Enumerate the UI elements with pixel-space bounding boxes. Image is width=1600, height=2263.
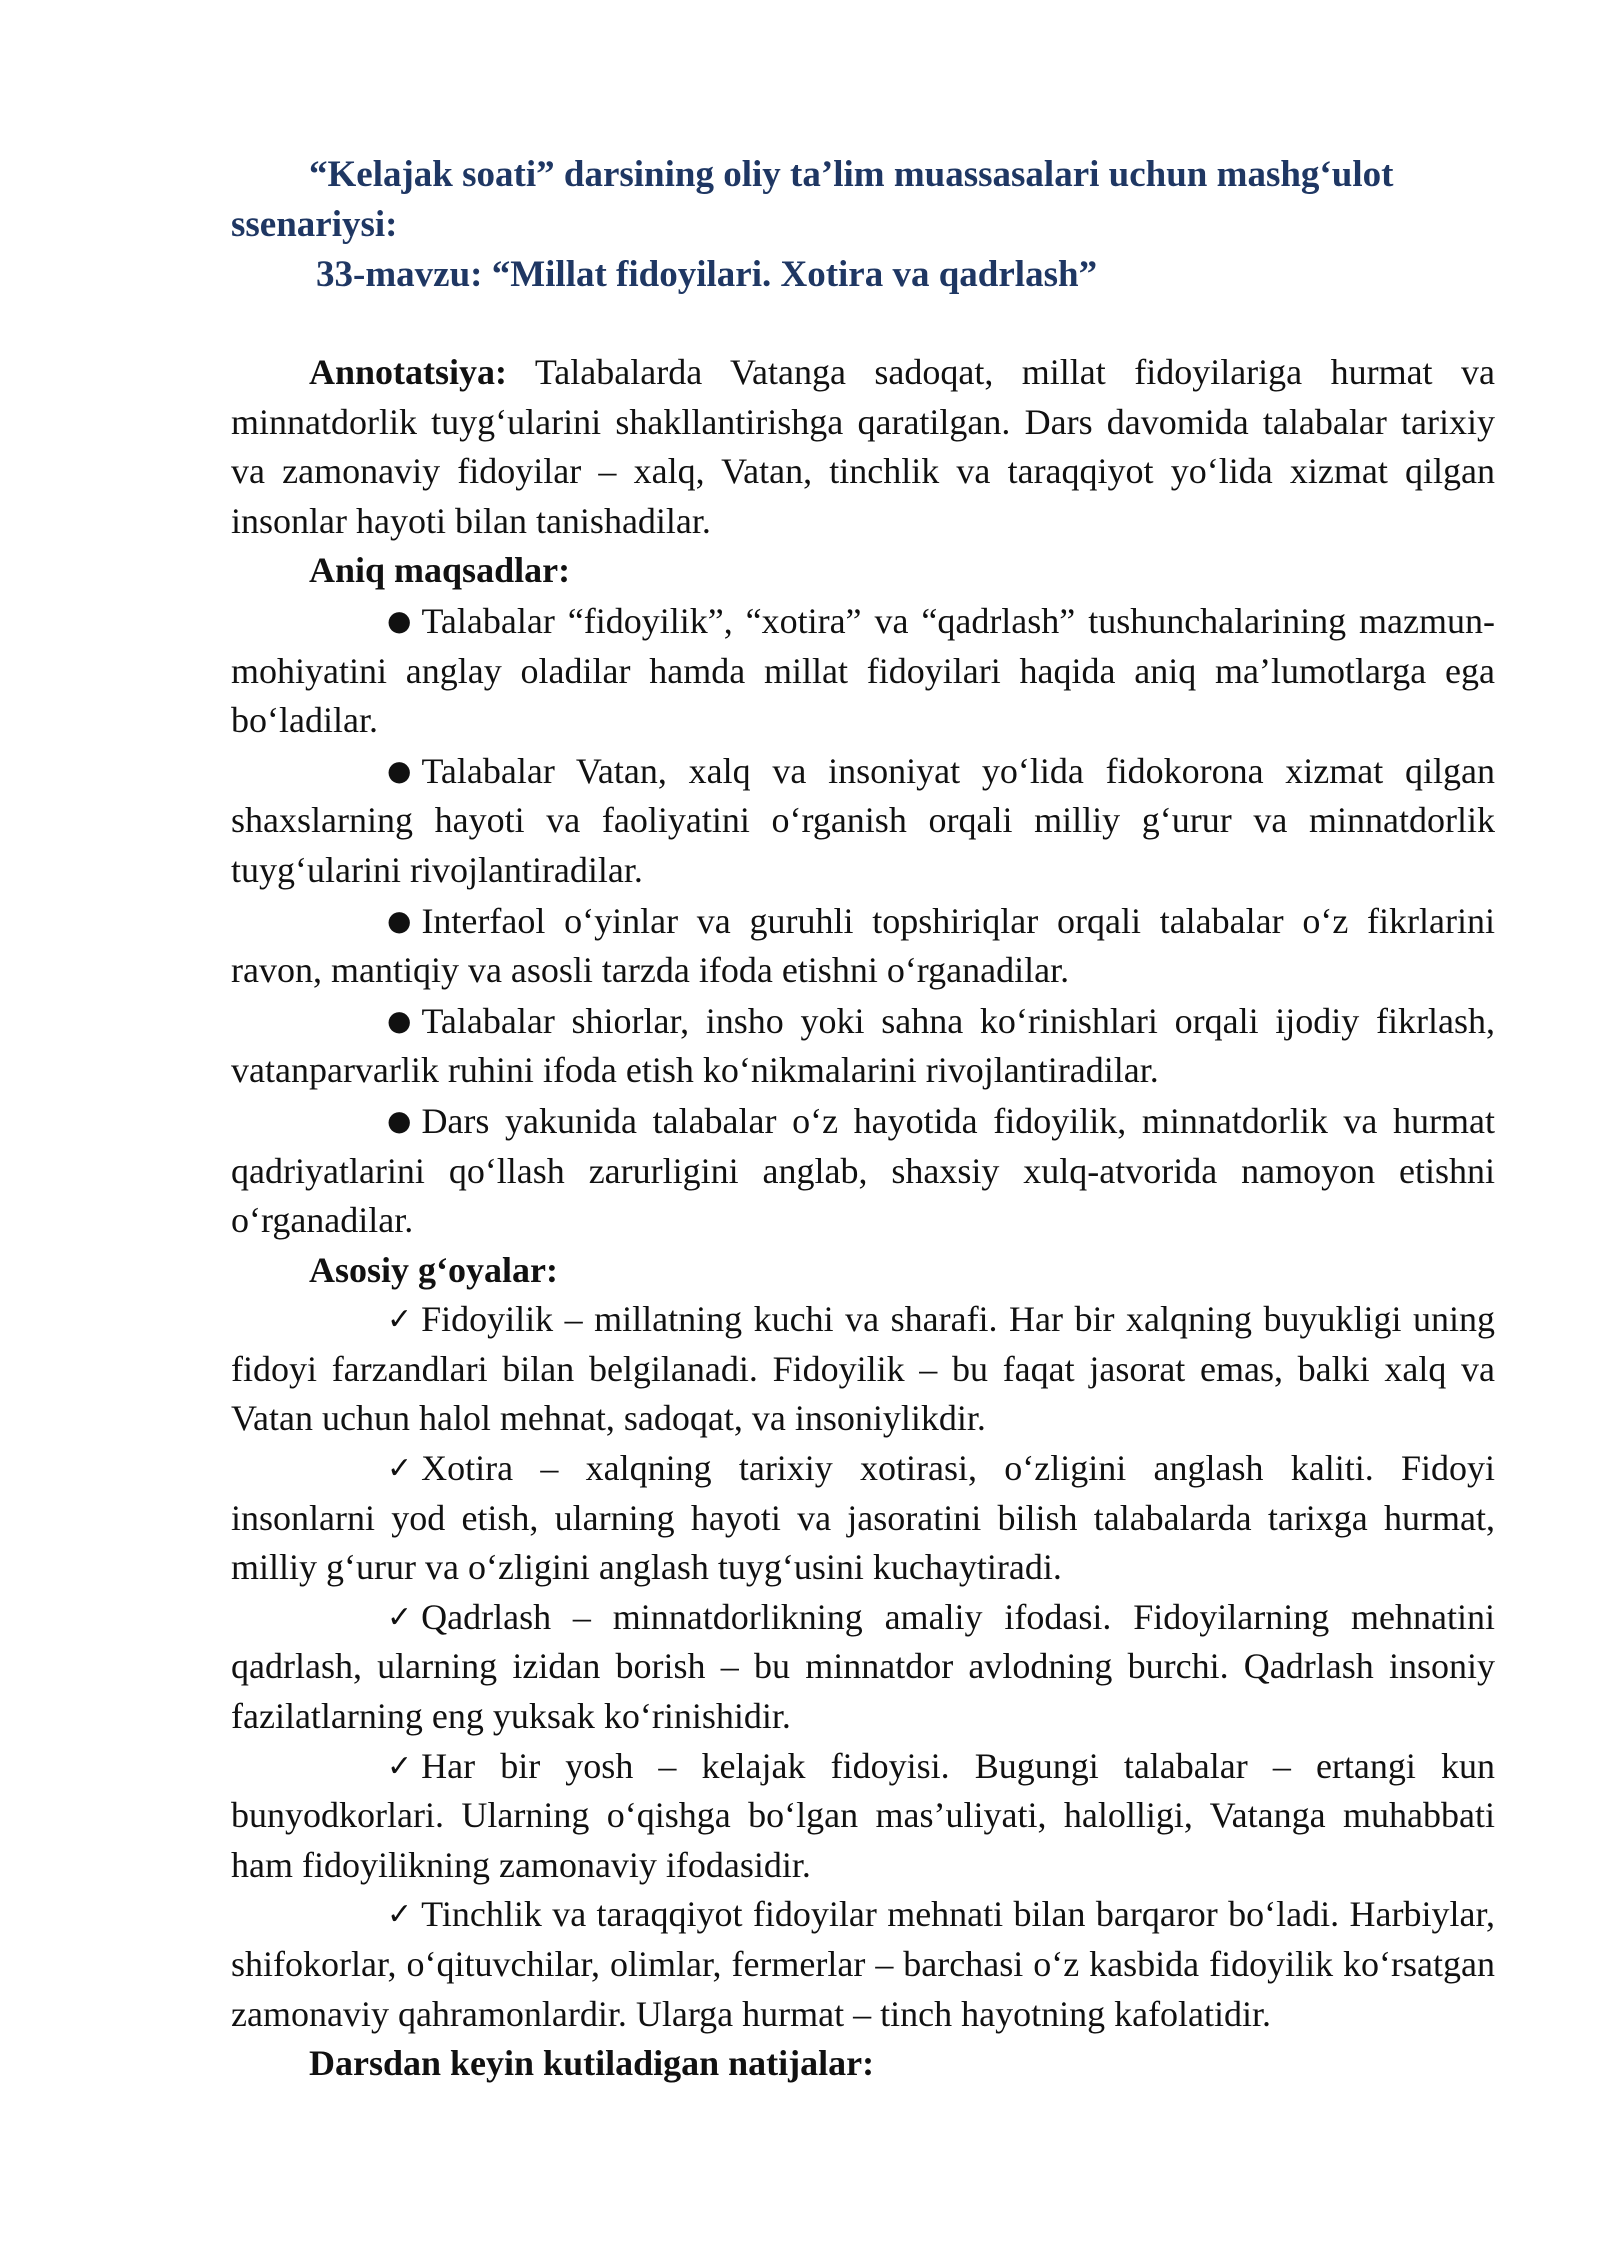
goal-item <box>231 596 1495 746</box>
bullet-dot-icon: ● <box>387 1003 412 1037</box>
bullet-dot-icon: ● <box>387 603 412 637</box>
goal-item <box>231 1096 1495 1246</box>
idea-item <box>231 1444 1495 1593</box>
bullet-dot-icon: ● <box>387 903 412 937</box>
idea-item <box>231 1593 1495 1742</box>
annotation-paragraph <box>231 348 1495 546</box>
ideas-heading: Asosiy g‘oyalar: <box>309 1249 558 1290</box>
goal-item-text: Interfaol o‘yinlar va guruhli topshiriqlar orqali talabalar o‘z fikrlarini ravon, mantiqiy va asosli tarzda ifoda etishni o‘rganadilar. <box>231 900 1495 991</box>
idea-item-text: Qadrlash – minnatdorlikning amaliy ifodasi. Fidoyilarning mehnatini qadrlash, ularning izidan borish – bu minnatdor avlodning burchi. Qadrlash insoniy fazilatlarning eng yuksak ko‘rinishidir. <box>231 1596 1495 1737</box>
goal-item-text: Talabalar Vatan, xalq va insoniyat yo‘lida fidokorona xizmat qilgan shaxslarning hayoti va faoliyatini o‘rganish orqali milliy g‘urur va minnatdorlik tuyg‘ularini rivojlantiradilar. <box>231 750 1495 890</box>
checkmark-icon: ✓ <box>387 1451 413 1487</box>
goal-item <box>231 746 1495 896</box>
goal-item <box>231 896 1495 996</box>
goal-item-text: Dars yakunida talabalar o‘z hayotida fidoyilik, minnatdorlik va hurmat qadriyatlarini qo‘llash zarurligini anglab, shaxsiy xulq-atvorida namoyon etishni o‘rganadilar. <box>231 1100 1495 1241</box>
checkmark-icon: ✓ <box>387 1599 413 1635</box>
goal-item <box>231 996 1495 1096</box>
idea-item-text: Tinchlik va taraqqiyot fidoyilar mehnati bilan barqaror bo‘ladi. Harbiylar, shifokorlar, o‘qituvchilar, olimlar, fermerlar – barchasi o‘z kasbida fidoyilik ko‘rsatgan zamonaviy qahramonlardir. Ularga hurmat – tinch hayotning kafolatidir. <box>231 1894 1495 2034</box>
results-heading: Darsdan keyin kutiladigan natijalar: <box>309 2043 875 2084</box>
topic-subtitle: 33-mavzu: “Millat fidoyilari. Xotira va qadrlash” <box>316 254 1098 295</box>
bullet-dot-icon: ● <box>387 1103 412 1137</box>
annotation-text: Talabalarda Vatanga sadoqat, millat fidoyilariga hurmat va minnatdorlik tuyg‘ularini shakllantirishga qaratilgan. Dars davomida talabalar tarixiy va zamonaviy fidoyilar – xalq, Vatan, tinchlik va taraqqiyot yo‘lida xizmat qilgan insonlar hayoti bilan tanishadilar. <box>231 352 1495 541</box>
idea-item <box>231 1890 1495 2039</box>
idea-item <box>231 1295 1495 1444</box>
goals-heading: Aniq maqsadlar: <box>309 550 571 591</box>
idea-item-text: Xotira – xalqning tarixiy xotirasi, o‘zligini anglash kaliti. Fidoyi insonlarni yod etish, ularning hayoti va jasoratini bilish talabalarda tarixga hurmat, milliy g‘urur va o‘zligini anglash tuyg‘usini kuchaytiradi. <box>231 1448 1495 1588</box>
bullet-dot-icon: ● <box>387 753 412 787</box>
document-page <box>231 150 1495 2089</box>
goal-item-text: Talabalar shiorlar, insho yoki sahna ko‘rinishlari orqali ijodiy fikrlash, vatanparvarlik ruhini ifoda etish ko‘nikmalarini rivojlantiradilar. <box>231 1000 1495 1091</box>
checkmark-icon: ✓ <box>387 1897 413 1933</box>
idea-item <box>231 1742 1495 1891</box>
goal-item-text: Talabalar “fidoyilik”, “xotira” va “qadrlash” tushunchalarining mazmun-mohiyatini anglay oladilar hamda millat fidoyilari haqida aniq ma’lumotlarga ega bo‘ladilar. <box>231 600 1495 741</box>
idea-item-text: Fidoyilik – millatning kuchi va sharafi. Har bir xalqning buyukligi uning fidoyi farzandlari bilan belgilanadi. Fidoyilik – bu faqat jasorat emas, balki xalq va Vatan uchun halol mehnat, sadoqat, va insoniylikdir. <box>231 1299 1495 1439</box>
checkmark-icon: ✓ <box>387 1748 413 1784</box>
annotation-label: Annotatsiya: <box>309 352 508 392</box>
idea-item-text: Har bir yosh – kelajak fidoyisi. Bugungi talabalar – ertangi kun bunyodkorlari. Ularning o‘qishga bo‘lgan mas’uliyati, halolligi, Vatanga muhabbati ham fidoyilikning zamonaviy ifodasidir. <box>231 1745 1495 1885</box>
checkmark-icon: ✓ <box>387 1302 413 1338</box>
document-title: “Kelajak soati” darsining oliy ta’lim muassasalari uchun mashg‘ulot ssenariysi: <box>231 154 1394 245</box>
